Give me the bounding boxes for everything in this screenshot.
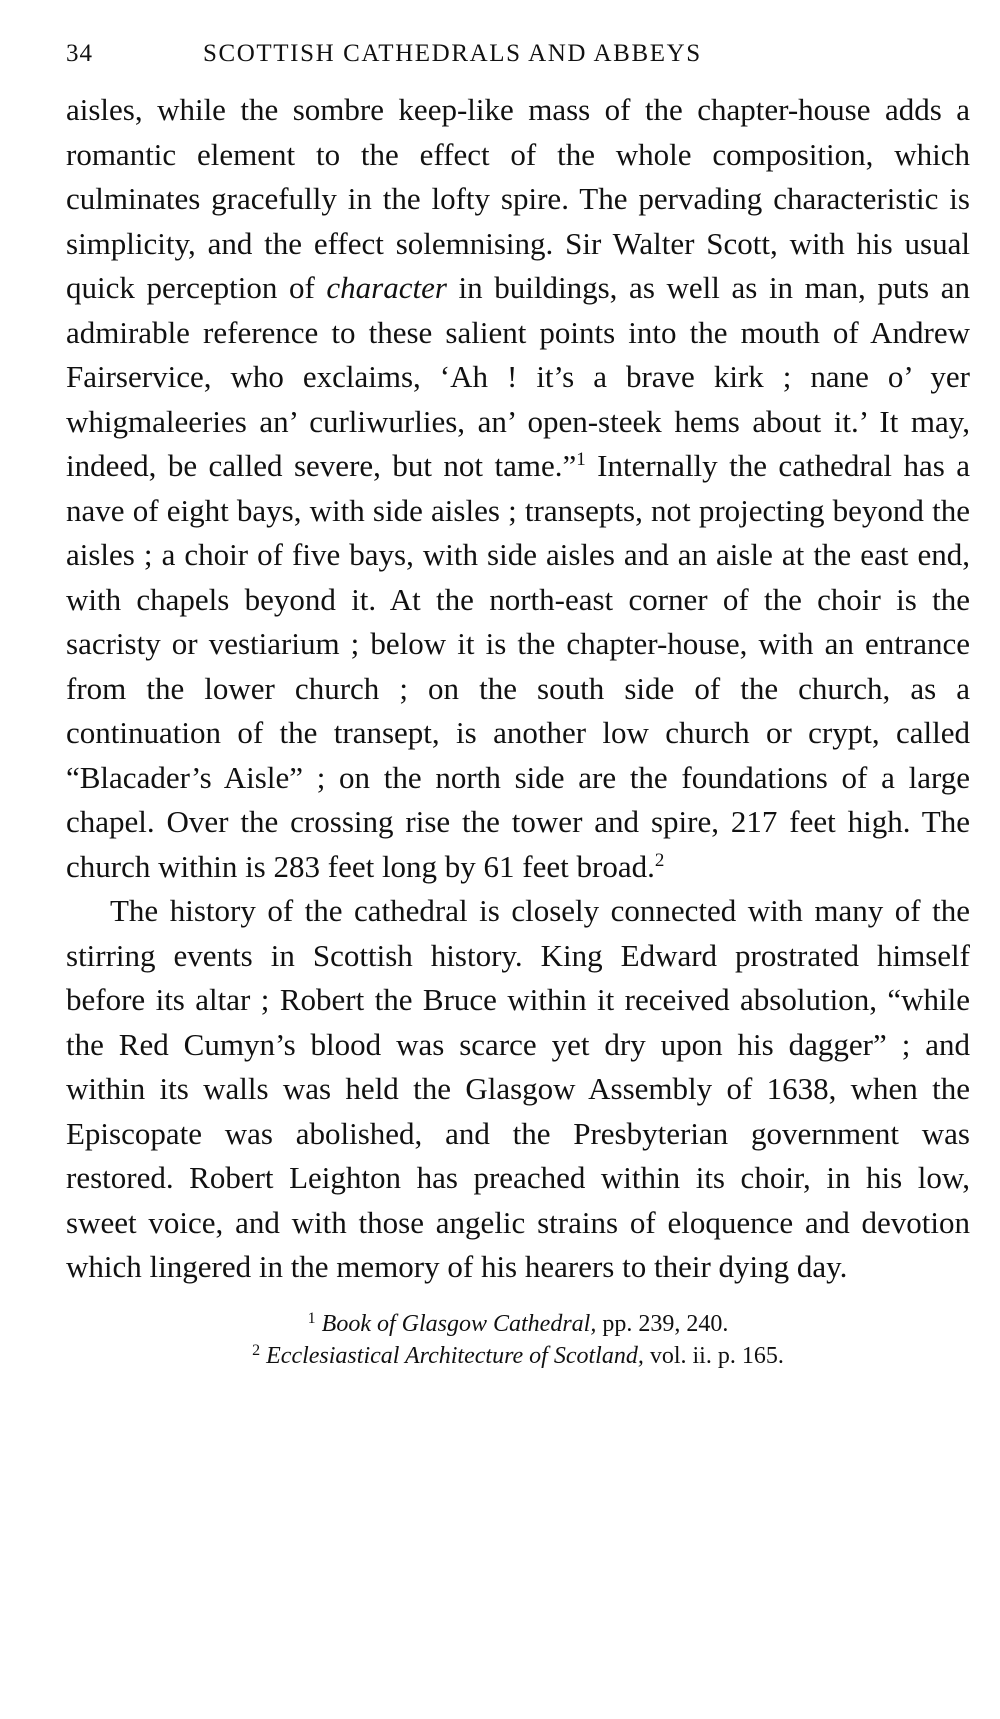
footnote-ref-1: 1	[576, 449, 586, 470]
running-title: SCOTTISH CATHEDRALS AND ABBEYS	[203, 40, 702, 67]
footnote-2-rest: vol. ii. p. 165.	[643, 1342, 784, 1369]
paragraph-1-text-cont: in buildings, as well as in man, puts an admirable reference to these salient points into the mouth of Andrew Fairservice, who exclaims, ‘Ah ! it’s a brave kirk ; nane o’ yer whigmaleeries an’ curliwurlies, an’ open-steek hems about it.’ It may, indeed, be called severe, but not tame.”	[66, 270, 970, 483]
footnote-2-title: Ecclesiastical Architecture of Scotland,	[266, 1342, 644, 1369]
footnote-2	[66, 1340, 970, 1372]
paragraph-1-text: aisles, while the sombre keep-like mass of the chapter-house adds a romantic element to the effect of the whole composition, which culminates gracefully in the lofty spire. The pervading characteristic is simplicity, and the effect solemnising. Sir Walter Scott, with his usual quick perception of	[66, 92, 970, 305]
footnote-1-rest: pp. 239, 240.	[596, 1310, 729, 1337]
footnote-2-mark: 2	[252, 1341, 261, 1359]
footnotes	[66, 1308, 970, 1372]
page-number: 34	[66, 40, 93, 67]
body-text	[66, 88, 970, 1290]
footnote-1-mark: 1	[307, 1309, 316, 1327]
footnote-ref-2: 2	[654, 849, 665, 871]
footnote-1	[66, 1308, 970, 1340]
running-head	[66, 40, 970, 80]
paragraph-1-text-end: Internally the cathedral has a nave of eight bays, with side aisles ; transepts, not projecting beyond the aisles ; a choir of five bays, with side aisles and an aisle at the east end, with chapels beyond it. At the north-east corner of the choir is the sacristy or vestiarium ; below it is the chapter-house, with an entrance from the lower church ; on the south side of the church, as a continuation of the transept, is another low church or crypt, called “Blacader’s Aisle” ; on the north side are the foundations of a large chapel. Over the crossing rise the tower and spire, 217 feet high. The church within is 283 feet long by 61 feet broad.	[66, 448, 970, 884]
italic-character: character	[326, 270, 447, 305]
paragraph-1	[66, 88, 970, 889]
paragraph-2: The history of the cathedral is closely connected with many of the stirring events in Scottish history. King Edward prostrated himself before its altar ; Robert the Bruce within it received absolution, “while the Red Cumyn’s blood was scarce yet dry upon his dagger” ; and within its walls was held the Glasgow Assembly of 1638, when the Episcopate was abolished, and the Presbyterian government was restored. Robert Leighton has preached within its choir, in his low, sweet voice, and with those angelic strains of eloquence and devotion which lingered in the memory of his hearers to their dying day.	[66, 893, 970, 1284]
book-page	[66, 40, 970, 1372]
footnote-1-title: Book of Glasgow Cathedral,	[321, 1310, 597, 1337]
